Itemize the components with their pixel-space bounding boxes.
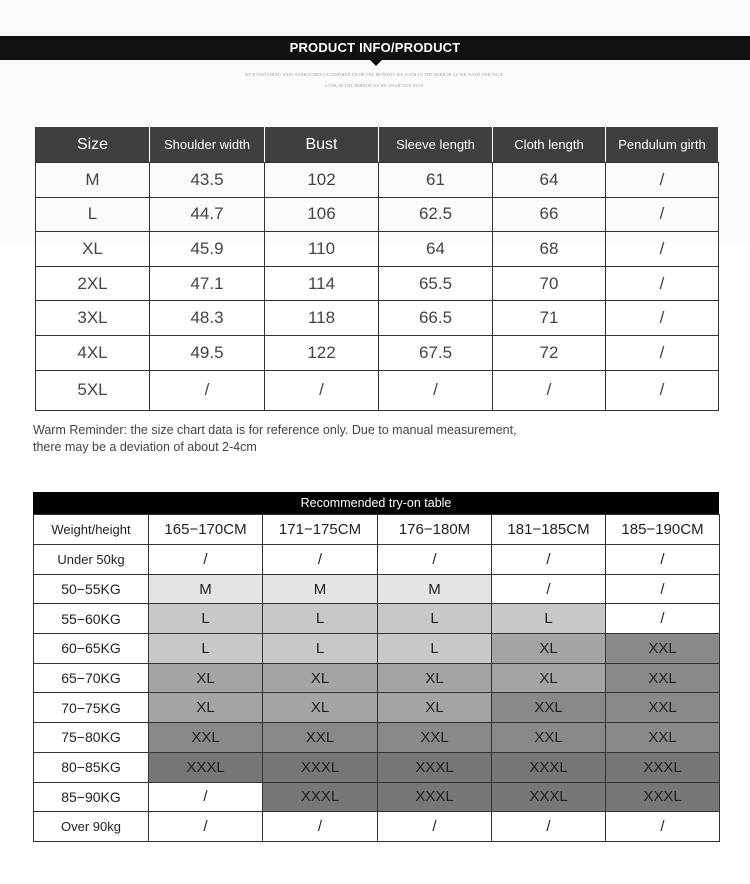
size-value-cell: 67.5 bbox=[379, 335, 493, 370]
tryon-corner-label: Weight/height bbox=[34, 515, 149, 545]
tryon-weight-label: 85−90KG bbox=[34, 782, 149, 812]
size-chart-table bbox=[35, 126, 719, 411]
size-header-pendulum: Pendulum girth bbox=[606, 127, 719, 163]
size-value-cell: / bbox=[150, 370, 265, 410]
size-header-shoulder: Shoulder width bbox=[150, 127, 265, 163]
reminder-line-1: Warm Reminder: the size chart data is for reference only. Due to manual measurement, bbox=[33, 423, 517, 437]
size-header-bust: Bust bbox=[265, 127, 379, 163]
tryon-size-cell: XXXL bbox=[378, 782, 492, 812]
size-value-cell: 43.5 bbox=[150, 163, 265, 198]
tryon-weight-label: 60−65KG bbox=[34, 634, 149, 664]
size-row bbox=[36, 335, 719, 370]
tryon-height-header: 171−175CM bbox=[263, 515, 378, 545]
size-row bbox=[36, 301, 719, 336]
tryon-size-cell: / bbox=[378, 812, 492, 842]
size-value-cell: 66.5 bbox=[379, 301, 493, 336]
tryon-size-cell: M bbox=[263, 574, 378, 604]
tryon-size-cell: L bbox=[149, 634, 263, 664]
tryon-size-cell: XL bbox=[263, 693, 378, 723]
tryon-size-cell: XL bbox=[149, 663, 263, 693]
size-value-cell: / bbox=[606, 197, 719, 232]
tryon-size-cell: XXL bbox=[606, 723, 720, 753]
tryon-size-cell: / bbox=[492, 574, 606, 604]
size-label-cell: L bbox=[36, 197, 150, 232]
size-value-cell: / bbox=[606, 163, 719, 198]
size-value-cell: 72 bbox=[493, 335, 606, 370]
size-value-cell: 66 bbox=[493, 197, 606, 232]
tryon-size-cell: XXL bbox=[149, 723, 263, 753]
tryon-row bbox=[34, 574, 720, 604]
page-title: PRODUCT INFO/PRODUCT bbox=[289, 40, 461, 55]
tryon-size-cell: XXXL bbox=[606, 752, 720, 782]
tryon-size-cell: / bbox=[149, 782, 263, 812]
size-value-cell: / bbox=[265, 370, 379, 410]
tryon-size-cell: / bbox=[263, 545, 378, 575]
size-value-cell: 110 bbox=[265, 232, 379, 267]
tryon-row bbox=[34, 604, 720, 634]
tryon-size-cell: / bbox=[149, 545, 263, 575]
tryon-height-header: 185−190CM bbox=[606, 515, 720, 545]
reminder-line-2: there may be a deviation of about 2-4cm bbox=[33, 440, 257, 454]
tryon-size-cell: M bbox=[378, 574, 492, 604]
size-value-cell: 114 bbox=[265, 266, 379, 301]
size-label-cell: XL bbox=[36, 232, 150, 267]
tryon-size-cell: / bbox=[263, 812, 378, 842]
size-label-cell: 5XL bbox=[36, 370, 150, 410]
tryon-weight-label: 55−60KG bbox=[34, 604, 149, 634]
tryon-size-cell: XXXL bbox=[492, 782, 606, 812]
size-value-cell: 64 bbox=[379, 232, 493, 267]
size-value-cell: 64 bbox=[493, 163, 606, 198]
tryon-size-cell: M bbox=[149, 574, 263, 604]
tryon-row bbox=[34, 723, 720, 753]
tryon-size-cell: L bbox=[378, 634, 492, 664]
tryon-height-header: 165−170CM bbox=[149, 515, 263, 545]
size-row bbox=[36, 232, 719, 267]
size-label-cell: 3XL bbox=[36, 301, 150, 336]
tryon-height-header: 181−185CM bbox=[492, 515, 606, 545]
tryon-size-cell: / bbox=[606, 574, 720, 604]
tryon-table-title: Recommended try-on table bbox=[300, 496, 452, 510]
size-header-sleeve: Sleeve length bbox=[379, 127, 493, 163]
tryon-size-cell: XXL bbox=[606, 693, 720, 723]
size-value-cell: 102 bbox=[265, 163, 379, 198]
tryon-size-cell: / bbox=[606, 812, 720, 842]
tryon-row bbox=[34, 663, 720, 693]
tryon-row bbox=[34, 545, 720, 575]
size-value-cell: 45.9 bbox=[150, 232, 265, 267]
size-value-cell: 65.5 bbox=[379, 266, 493, 301]
tryon-weight-label: Under 50kg bbox=[34, 545, 149, 575]
tryon-size-cell: XXXL bbox=[606, 782, 720, 812]
tryon-size-cell: L bbox=[263, 604, 378, 634]
size-value-cell: 49.5 bbox=[150, 335, 265, 370]
tryon-size-cell: / bbox=[492, 812, 606, 842]
tryon-size-cell: XXXL bbox=[492, 752, 606, 782]
size-row bbox=[36, 197, 719, 232]
size-value-cell: 106 bbox=[265, 197, 379, 232]
tryon-size-cell: XXXL bbox=[378, 752, 492, 782]
tryon-header-row bbox=[34, 515, 720, 545]
tryon-row bbox=[34, 693, 720, 723]
size-row bbox=[36, 266, 719, 301]
tryon-size-cell: XL bbox=[263, 663, 378, 693]
tryon-size-cell: XXL bbox=[263, 723, 378, 753]
tryon-weight-label: 65−70KG bbox=[34, 663, 149, 693]
size-value-cell: 61 bbox=[379, 163, 493, 198]
tryon-size-cell: XL bbox=[492, 634, 606, 664]
size-value-cell: 44.7 bbox=[150, 197, 265, 232]
tryon-size-cell: L bbox=[149, 604, 263, 634]
tryon-size-cell: XXL bbox=[492, 723, 606, 753]
size-header-cloth: Cloth length bbox=[493, 127, 606, 163]
tryon-weight-label: 50−55KG bbox=[34, 574, 149, 604]
tryon-height-header: 176−180M bbox=[378, 515, 492, 545]
subtitle-line-2: LOOK IN THE MIRROR AS WE WASH OUR FACE. bbox=[324, 83, 426, 88]
tryon-size-cell: / bbox=[378, 545, 492, 575]
size-value-cell: / bbox=[606, 335, 719, 370]
tryon-size-cell: XXXL bbox=[263, 782, 378, 812]
tryon-size-cell: / bbox=[606, 545, 720, 575]
tryon-size-cell: XXL bbox=[606, 634, 720, 664]
tryon-weight-label: 80−85KG bbox=[34, 752, 149, 782]
size-value-cell: 71 bbox=[493, 301, 606, 336]
size-value-cell: / bbox=[606, 370, 719, 410]
tryon-size-cell: / bbox=[492, 545, 606, 575]
tryon-weight-label: 70−75KG bbox=[34, 693, 149, 723]
size-value-cell: 68 bbox=[493, 232, 606, 267]
size-value-cell: / bbox=[493, 370, 606, 410]
tryon-size-cell: / bbox=[149, 812, 263, 842]
tryon-table bbox=[33, 514, 720, 842]
tryon-row bbox=[34, 782, 720, 812]
subtitle-line-1: BY EVERYTHING THAT SURROUNDS US INSPIRED FROM THE MOMENT WE LOOK IN THE MIRROR AS WE WASH OUR FACE. bbox=[245, 72, 505, 77]
tryon-size-cell: XXL bbox=[606, 663, 720, 693]
size-value-cell: / bbox=[606, 301, 719, 336]
size-value-cell: / bbox=[606, 266, 719, 301]
tryon-weight-label: 75−80KG bbox=[34, 723, 149, 753]
tryon-size-cell: XXL bbox=[492, 693, 606, 723]
tryon-size-cell: L bbox=[492, 604, 606, 634]
size-label-cell: 2XL bbox=[36, 266, 150, 301]
tryon-size-cell: XXL bbox=[378, 723, 492, 753]
tryon-size-cell: L bbox=[378, 604, 492, 634]
tryon-size-cell: XL bbox=[378, 663, 492, 693]
size-label-cell: 4XL bbox=[36, 335, 150, 370]
tryon-size-cell: XXXL bbox=[149, 752, 263, 782]
tryon-size-cell: L bbox=[263, 634, 378, 664]
size-chart-header-row bbox=[36, 127, 719, 163]
size-value-cell: 47.1 bbox=[150, 266, 265, 301]
tryon-row bbox=[34, 752, 720, 782]
tryon-size-cell: / bbox=[606, 604, 720, 634]
warm-reminder bbox=[33, 422, 633, 456]
size-value-cell: 122 bbox=[265, 335, 379, 370]
size-value-cell: 62.5 bbox=[379, 197, 493, 232]
size-value-cell: / bbox=[379, 370, 493, 410]
tryon-size-cell: XL bbox=[492, 663, 606, 693]
size-label-cell: M bbox=[36, 163, 150, 198]
size-header-size: Size bbox=[36, 127, 150, 163]
tryon-size-cell: XXXL bbox=[263, 752, 378, 782]
tryon-row bbox=[34, 634, 720, 664]
size-row bbox=[36, 163, 719, 198]
size-value-cell: 70 bbox=[493, 266, 606, 301]
tryon-size-cell: XL bbox=[378, 693, 492, 723]
banner-pointer-icon bbox=[370, 60, 382, 66]
tryon-weight-label: Over 90kg bbox=[34, 812, 149, 842]
tryon-row bbox=[34, 812, 720, 842]
size-row bbox=[36, 370, 719, 410]
tryon-size-cell: XL bbox=[149, 693, 263, 723]
size-value-cell: 118 bbox=[265, 301, 379, 336]
size-value-cell: 48.3 bbox=[150, 301, 265, 336]
size-value-cell: / bbox=[606, 232, 719, 267]
